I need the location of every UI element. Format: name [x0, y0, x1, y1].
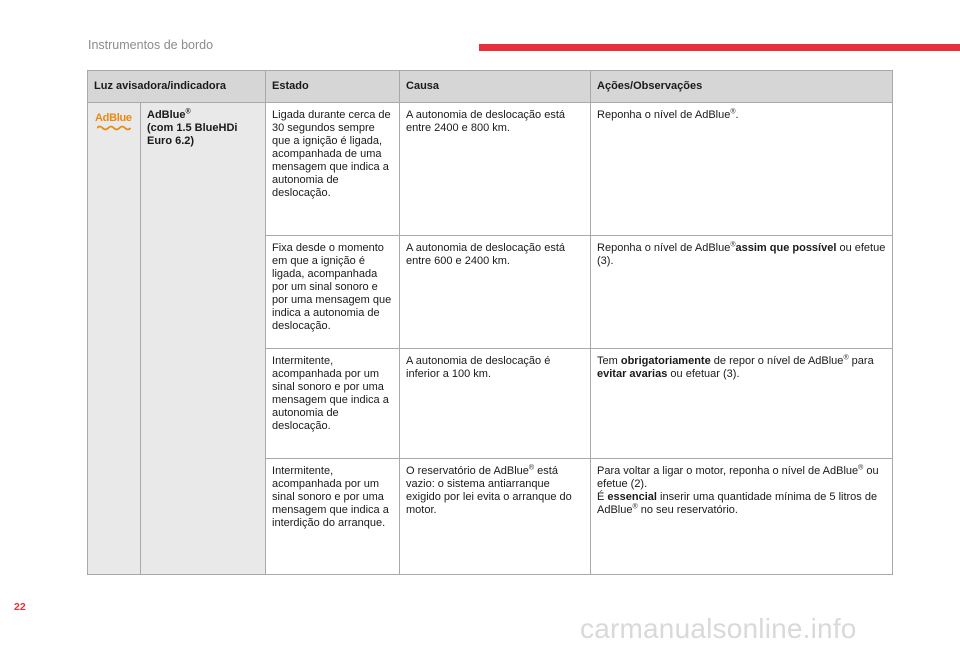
acoes-emphasis: evitar avarias — [597, 368, 668, 380]
causa-cell: A autonomia de deslocação está entre 600 e 2400 km. — [400, 236, 591, 349]
acoes-cell — [591, 349, 893, 459]
acoes-text: Reponha o nível de AdBlue — [597, 109, 731, 121]
registered-mark: ® — [185, 108, 191, 116]
header-accent-bar — [479, 44, 960, 51]
column-header-acoes: Ações/Observações — [591, 71, 893, 103]
watermark: carmanualsonline.info — [580, 613, 857, 644]
column-header-estado: Estado — [266, 71, 400, 103]
acoes-text: Para voltar a ligar o motor, reponha o nível de AdBlue — [597, 465, 859, 477]
acoes-text: . — [735, 109, 739, 121]
estado-cell: Ligada durante cerca de 30 segundos sempre que a ignição é ligada, acompanhada de uma mensagem que indica a autonomia de deslocação. — [266, 103, 400, 236]
estado-cell: Fixa desde o momento em que a ignição é ligada, acompanhada por um sinal sonoro e por uma mensagem que indica a autonomia de deslocação. — [266, 236, 400, 349]
acoes-cell — [591, 236, 893, 349]
indicator-name: AdBlue — [147, 109, 186, 121]
registered-mark: ® — [632, 503, 638, 511]
acoes-text: de repor o nível de AdBlue — [710, 355, 844, 367]
column-header-causa: Causa — [400, 71, 591, 103]
estado-cell: Intermitente, acompanhada por um sinal sonoro e por uma mensagem que indica a autonomia de deslocação. — [266, 349, 400, 459]
indicator-name-cell — [141, 103, 266, 575]
registered-mark: ® — [528, 464, 535, 472]
warning-lights-table — [87, 70, 893, 575]
adblue-icon — [94, 111, 134, 135]
causa-text: O reservatório de AdBlue — [406, 465, 529, 477]
indicator-variant: (com 1.5 BlueHDi Euro 6.2) — [147, 122, 238, 147]
registered-mark: ® — [730, 108, 736, 116]
acoes-text: Tem — [597, 355, 621, 367]
registered-mark: ® — [730, 241, 736, 249]
acoes-text: ou efetue (2). — [597, 465, 879, 490]
adblue-icon-label: AdBlue — [95, 112, 132, 124]
acoes-emphasis: obrigatoriamente — [620, 355, 711, 367]
causa-text: está vazio: o sistema antiarranque exigido por lei evita o arranque do motor. — [406, 465, 572, 516]
causa-cell: A autonomia de deslocação é inferior a 100 km. — [400, 349, 591, 459]
acoes-text: para — [848, 355, 874, 367]
column-header-light: Luz avisadora/indicadora — [88, 71, 266, 103]
causa-cell — [400, 459, 591, 575]
acoes-text: ou efetuar (3). — [667, 368, 740, 380]
acoes-text: É — [597, 491, 608, 503]
table-header-row — [88, 71, 893, 103]
acoes-emphasis: essencial — [607, 491, 657, 503]
estado-cell: Intermitente, acompanhada por um sinal sonoro e por uma mensagem que indica a interdição do arranque. — [266, 459, 400, 575]
acoes-cell — [591, 459, 893, 575]
acoes-text: ou efetue (3). — [597, 242, 886, 267]
indicator-icon-cell — [88, 103, 141, 575]
table-row — [88, 103, 893, 236]
registered-mark: ® — [858, 464, 864, 472]
acoes-text: Reponha o nível de AdBlue — [597, 242, 731, 254]
acoes-emphasis: assim que possível — [735, 242, 837, 254]
registered-mark: ® — [843, 354, 849, 362]
page-number: 22 — [14, 601, 26, 613]
acoes-cell — [591, 103, 893, 236]
causa-cell: A autonomia de deslocação está entre 2400 e 800 km. — [400, 103, 591, 236]
acoes-text: no seu reservatório. — [637, 504, 738, 516]
acoes-text: inserir uma quantidade mínima de 5 litros de AdBlue — [597, 491, 878, 516]
section-title: Instrumentos de bordo — [88, 38, 214, 52]
